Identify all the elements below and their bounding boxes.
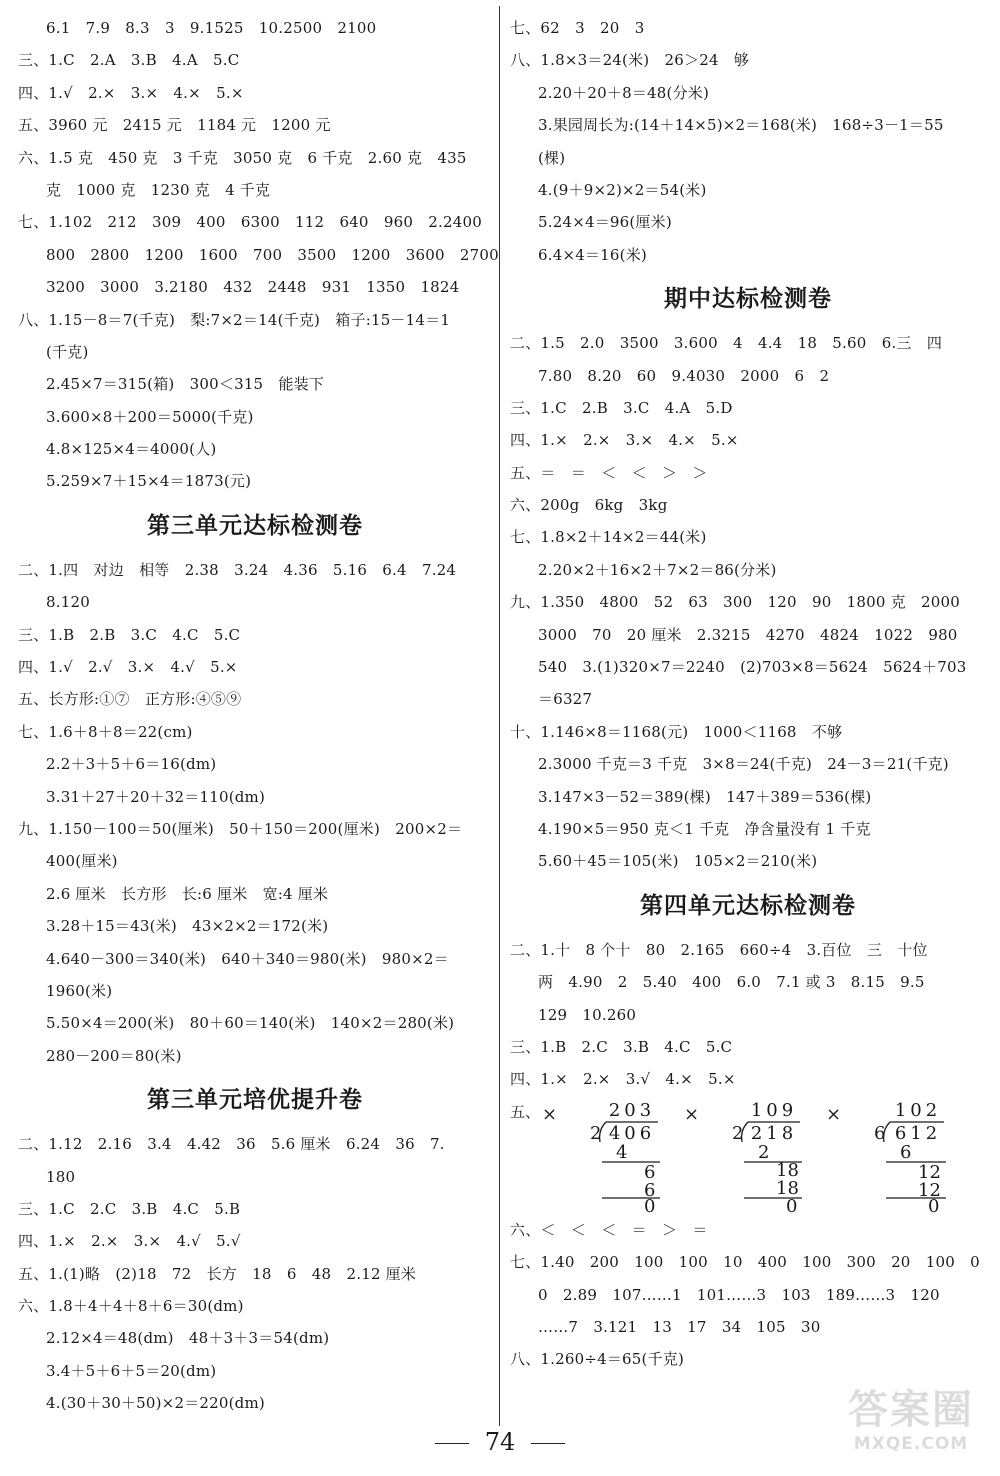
answer-line: 180	[46, 1167, 76, 1186]
answer-line: 4.(9＋9×2)×2＝54(米)	[538, 180, 707, 199]
page-number-value: 74	[484, 1428, 516, 1456]
answer-line: 2.20×2＋16×2＋7×2＝86(分米)	[538, 560, 777, 579]
answer-line: 800 2800 1200 1600 700 3500 1200 3600 2700	[46, 245, 499, 264]
answer-line: 五、＝ ＝ ＜ ＜ ＞ ＞	[510, 463, 708, 482]
answer-line: 三、1.B 2.C 3.B 4.C 5.C	[510, 1037, 733, 1056]
answer-line: 三、1.B 2.B 3.C 4.C 5.C	[18, 625, 241, 644]
answer-line: 5.50×4＝200(米) 80＋60＝140(米) 140×2＝280(米)	[46, 1014, 455, 1033]
step: 6	[644, 1161, 656, 1183]
answer-line: 1960(米)	[46, 981, 113, 1000]
answer-line: 3.果园周长为:(14＋14×5)×2＝168(米) 168÷3－1＝55	[538, 116, 944, 135]
section-heading: 第三单元达标检测卷	[147, 512, 363, 539]
answer-line: 二、1.十 8 个十 80 2.165 660÷4 3.百位 三 十位	[510, 940, 928, 959]
answer-line: 二、1.四 对边 相等 2.38 3.24 4.36 5.16 6.4 7.24	[18, 560, 457, 579]
answer-line: 2.2＋3＋5＋6＝16(dm)	[46, 755, 217, 774]
answer-line: 四、1.√ 2.√ 3.× 4.√ 5.×	[18, 658, 238, 677]
answer-line: 0 2.89 107……1 101……3 103 189……3 120	[538, 1285, 940, 1304]
answer-line: 2.3000 千克＝3 千克 3×8＝24(千克) 24－3＝21(千克)	[538, 755, 949, 774]
answer-line: 二、1.12 2.16 3.4 4.42 36 5.6 厘米 6.24 36 7.	[18, 1135, 445, 1154]
long-division-2	[684, 1100, 802, 1214]
wrong-mark: ×	[542, 1103, 558, 1125]
answer-line: (棵)	[538, 148, 566, 167]
answer-line: 2.45×7＝315(箱) 300＜315 能装下	[46, 375, 325, 394]
answer-line: 四、1.× 2.× 3.× 4.× 5.×	[510, 431, 739, 450]
answer-line: 6.4×4＝16(米)	[538, 245, 647, 264]
answer-line: 2.6 厘米 长方形 长:6 厘米 宽:4 厘米	[46, 884, 329, 903]
answer-line: 八、1.8×3＝24(米) 26＞24 够	[510, 51, 750, 70]
step: 6	[644, 1179, 656, 1201]
step: 18	[776, 1159, 799, 1181]
answer-line: 7.80 8.20 60 9.4030 2000 6 2	[538, 366, 830, 385]
answer-line: 三、1.C 2.B 3.C 4.A 5.D	[510, 398, 733, 417]
watermark-sub: MXQE.COM	[853, 1434, 969, 1454]
column-divider	[499, 6, 500, 1426]
dividend: 218	[750, 1122, 798, 1144]
answer-line: 4.8×125×4＝4000(人)	[46, 440, 217, 459]
answer-line: 五、1.(1)略 (2)18 72 长方 18 6 48 2.12 厘米	[18, 1264, 417, 1283]
section-heading: 第三单元培优提升卷	[147, 1087, 363, 1114]
step: 4	[616, 1141, 628, 1163]
section-heading: 第四单元达标检测卷	[640, 892, 856, 919]
quotient: 109	[750, 1099, 798, 1121]
answer-line: 3.4＋5＋6＋5＝20(dm)	[46, 1361, 217, 1380]
answer-line: 五、3960 元 2415 元 1184 元 1200 元	[18, 116, 331, 135]
answer-line: 540 3.(1)320×7＝2240 (2)703×8＝5624 5624＋703	[538, 658, 967, 677]
answer-line: 克 1000 克 1230 克 4 千克	[46, 180, 271, 199]
quotient: 102	[894, 1099, 942, 1121]
quotient: 203	[608, 1099, 656, 1121]
answer-line: 5.60＋45＝105(米) 105×2＝210(米)	[538, 852, 818, 871]
answer-line: 3200 3000 3.2180 432 2448 931 1350 1824	[46, 278, 460, 297]
long-division-figures	[540, 1096, 986, 1214]
wrong-mark: ×	[826, 1103, 842, 1125]
long-division-3	[826, 1100, 946, 1214]
answer-line: ＝6327	[538, 690, 593, 709]
right-column	[510, 12, 986, 1376]
step: 18	[776, 1177, 799, 1199]
step: 12	[918, 1179, 941, 1201]
answer-line: 两 4.90 2 5.40 400 6.0 7.1 或 3 8.15 9.5	[538, 973, 925, 992]
long-division-1	[542, 1100, 660, 1214]
answer-line: 七、1.6＋8＋8＝22(cm)	[18, 722, 193, 741]
answer-line: 六、200g 6kg 3kg	[510, 496, 668, 515]
divisor: 2	[590, 1122, 602, 1144]
answer-line: 七、1.40 200 100 100 10 400 100 300 20 100 0	[510, 1253, 980, 1272]
wrong-mark: ×	[684, 1103, 700, 1125]
step: 6	[900, 1141, 912, 1163]
answer-line: 三、1.C 2.C 3.B 4.C 5.B	[18, 1199, 241, 1218]
dividend: 612	[894, 1122, 942, 1144]
answer-line: 5.24×4＝96(厘米)	[538, 213, 672, 232]
answer-line: 3.600×8＋200＝5000(千克)	[46, 407, 254, 426]
answer-line: 400(厘米)	[46, 852, 118, 871]
answer-line: 六、1.5 克 450 克 3 千克 3050 克 6 千克 2.60 克 435	[18, 148, 467, 167]
answer-line: 129 10.260	[538, 1005, 637, 1024]
answer-line: (千克)	[46, 342, 89, 361]
answer-line: 八、1.260÷4＝65(千克)	[510, 1350, 685, 1369]
answer-line: 三、1.C 2.A 3.B 4.A 5.C	[18, 51, 240, 70]
divisor: 2	[732, 1122, 744, 1144]
answer-line: 七、62 3 20 3	[510, 19, 645, 37]
answer-line: 4.640－300＝340(米) 640＋340＝980(米) 980×2＝	[46, 949, 449, 968]
answer-line: 3.147×3－52＝389(棵) 147＋389＝536(棵)	[538, 787, 872, 806]
step: 2	[758, 1141, 770, 1163]
answer-line: 六、＜ ＜ ＜ ＝ ＞ ＝	[510, 1220, 708, 1239]
answer-line: 6.1 7.9 8.3 3 9.1525 10.2500 2100	[46, 19, 377, 37]
remainder: 0	[644, 1195, 656, 1214]
answer-line: 280－200＝80(米)	[46, 1046, 182, 1065]
remainder: 0	[928, 1195, 940, 1214]
watermark-logo	[836, 1388, 986, 1468]
dash-right	[531, 1443, 565, 1444]
left-column	[18, 12, 499, 1420]
answer-line: 3.31＋27＋20＋32＝110(dm)	[46, 787, 266, 806]
dividend: 406	[608, 1122, 656, 1144]
section-heading: 期中达标检测卷	[664, 286, 832, 313]
answer-line: 8.120	[46, 593, 90, 612]
answer-line: 2.12×4＝48(dm) 48＋3＋3＝54(dm)	[46, 1329, 330, 1348]
answer-line: 九、1.150－100＝50(厘米) 50＋150＝200(厘米) 200×2＝	[18, 819, 463, 838]
answer-line: 4.(30＋30＋50)×2＝220(dm)	[46, 1394, 265, 1413]
watermark-main: 答案圈	[848, 1387, 974, 1433]
question-number: 五、	[510, 1102, 541, 1121]
divisor: 6	[874, 1122, 886, 1144]
answer-line: ……7 3.121 13 17 34 105 30	[538, 1317, 821, 1336]
answer-line: 4.190×5＝950 克＜1 千克 净含量没有 1 千克	[538, 819, 871, 838]
answer-line: 3.28＋15＝43(米) 43×2×2＝172(米)	[46, 917, 329, 936]
answer-line: 七、1.102 212 309 400 6300 112 640 960 2.2400	[18, 213, 482, 232]
answer-line: 二、1.5 2.0 3500 3.600 4 4.4 18 5.60 6.三 四	[510, 334, 943, 353]
long-division-row	[510, 1096, 986, 1214]
answer-line: 3000 70 20 厘米 2.3215 4270 4824 1022 980	[538, 625, 958, 644]
answer-line: 九、1.350 4800 52 63 300 120 90 1800 克 2000	[510, 593, 960, 612]
answer-line: 2.20＋20＋8＝48(分米)	[538, 83, 710, 102]
answer-line: 四、1.× 2.× 3.√ 4.× 5.×	[510, 1070, 736, 1089]
answer-line: 四、1.√ 2.× 3.× 4.× 5.×	[18, 83, 244, 102]
remainder: 0	[786, 1195, 798, 1214]
answer-line: 八、1.15－8＝7(千克) 梨:7×2＝14(千克) 箱子:15－14＝1	[18, 310, 451, 329]
dash-left	[435, 1443, 469, 1444]
answer-line: 七、1.8×2＋14×2＝44(米)	[510, 528, 707, 547]
answer-line: 5.259×7＋15×4＝1873(元)	[46, 472, 252, 491]
answer-line: 六、1.8＋4＋4＋8＋6＝30(dm)	[18, 1297, 244, 1316]
step: 12	[918, 1161, 941, 1183]
answer-line: 五、长方形:①⑦ 正方形:④⑤⑨	[18, 690, 242, 709]
answer-line: 四、1.× 2.× 3.× 4.√ 5.√	[18, 1232, 241, 1251]
answer-line: 十、1.146×8＝1168(元) 1000＜1168 不够	[510, 722, 843, 741]
